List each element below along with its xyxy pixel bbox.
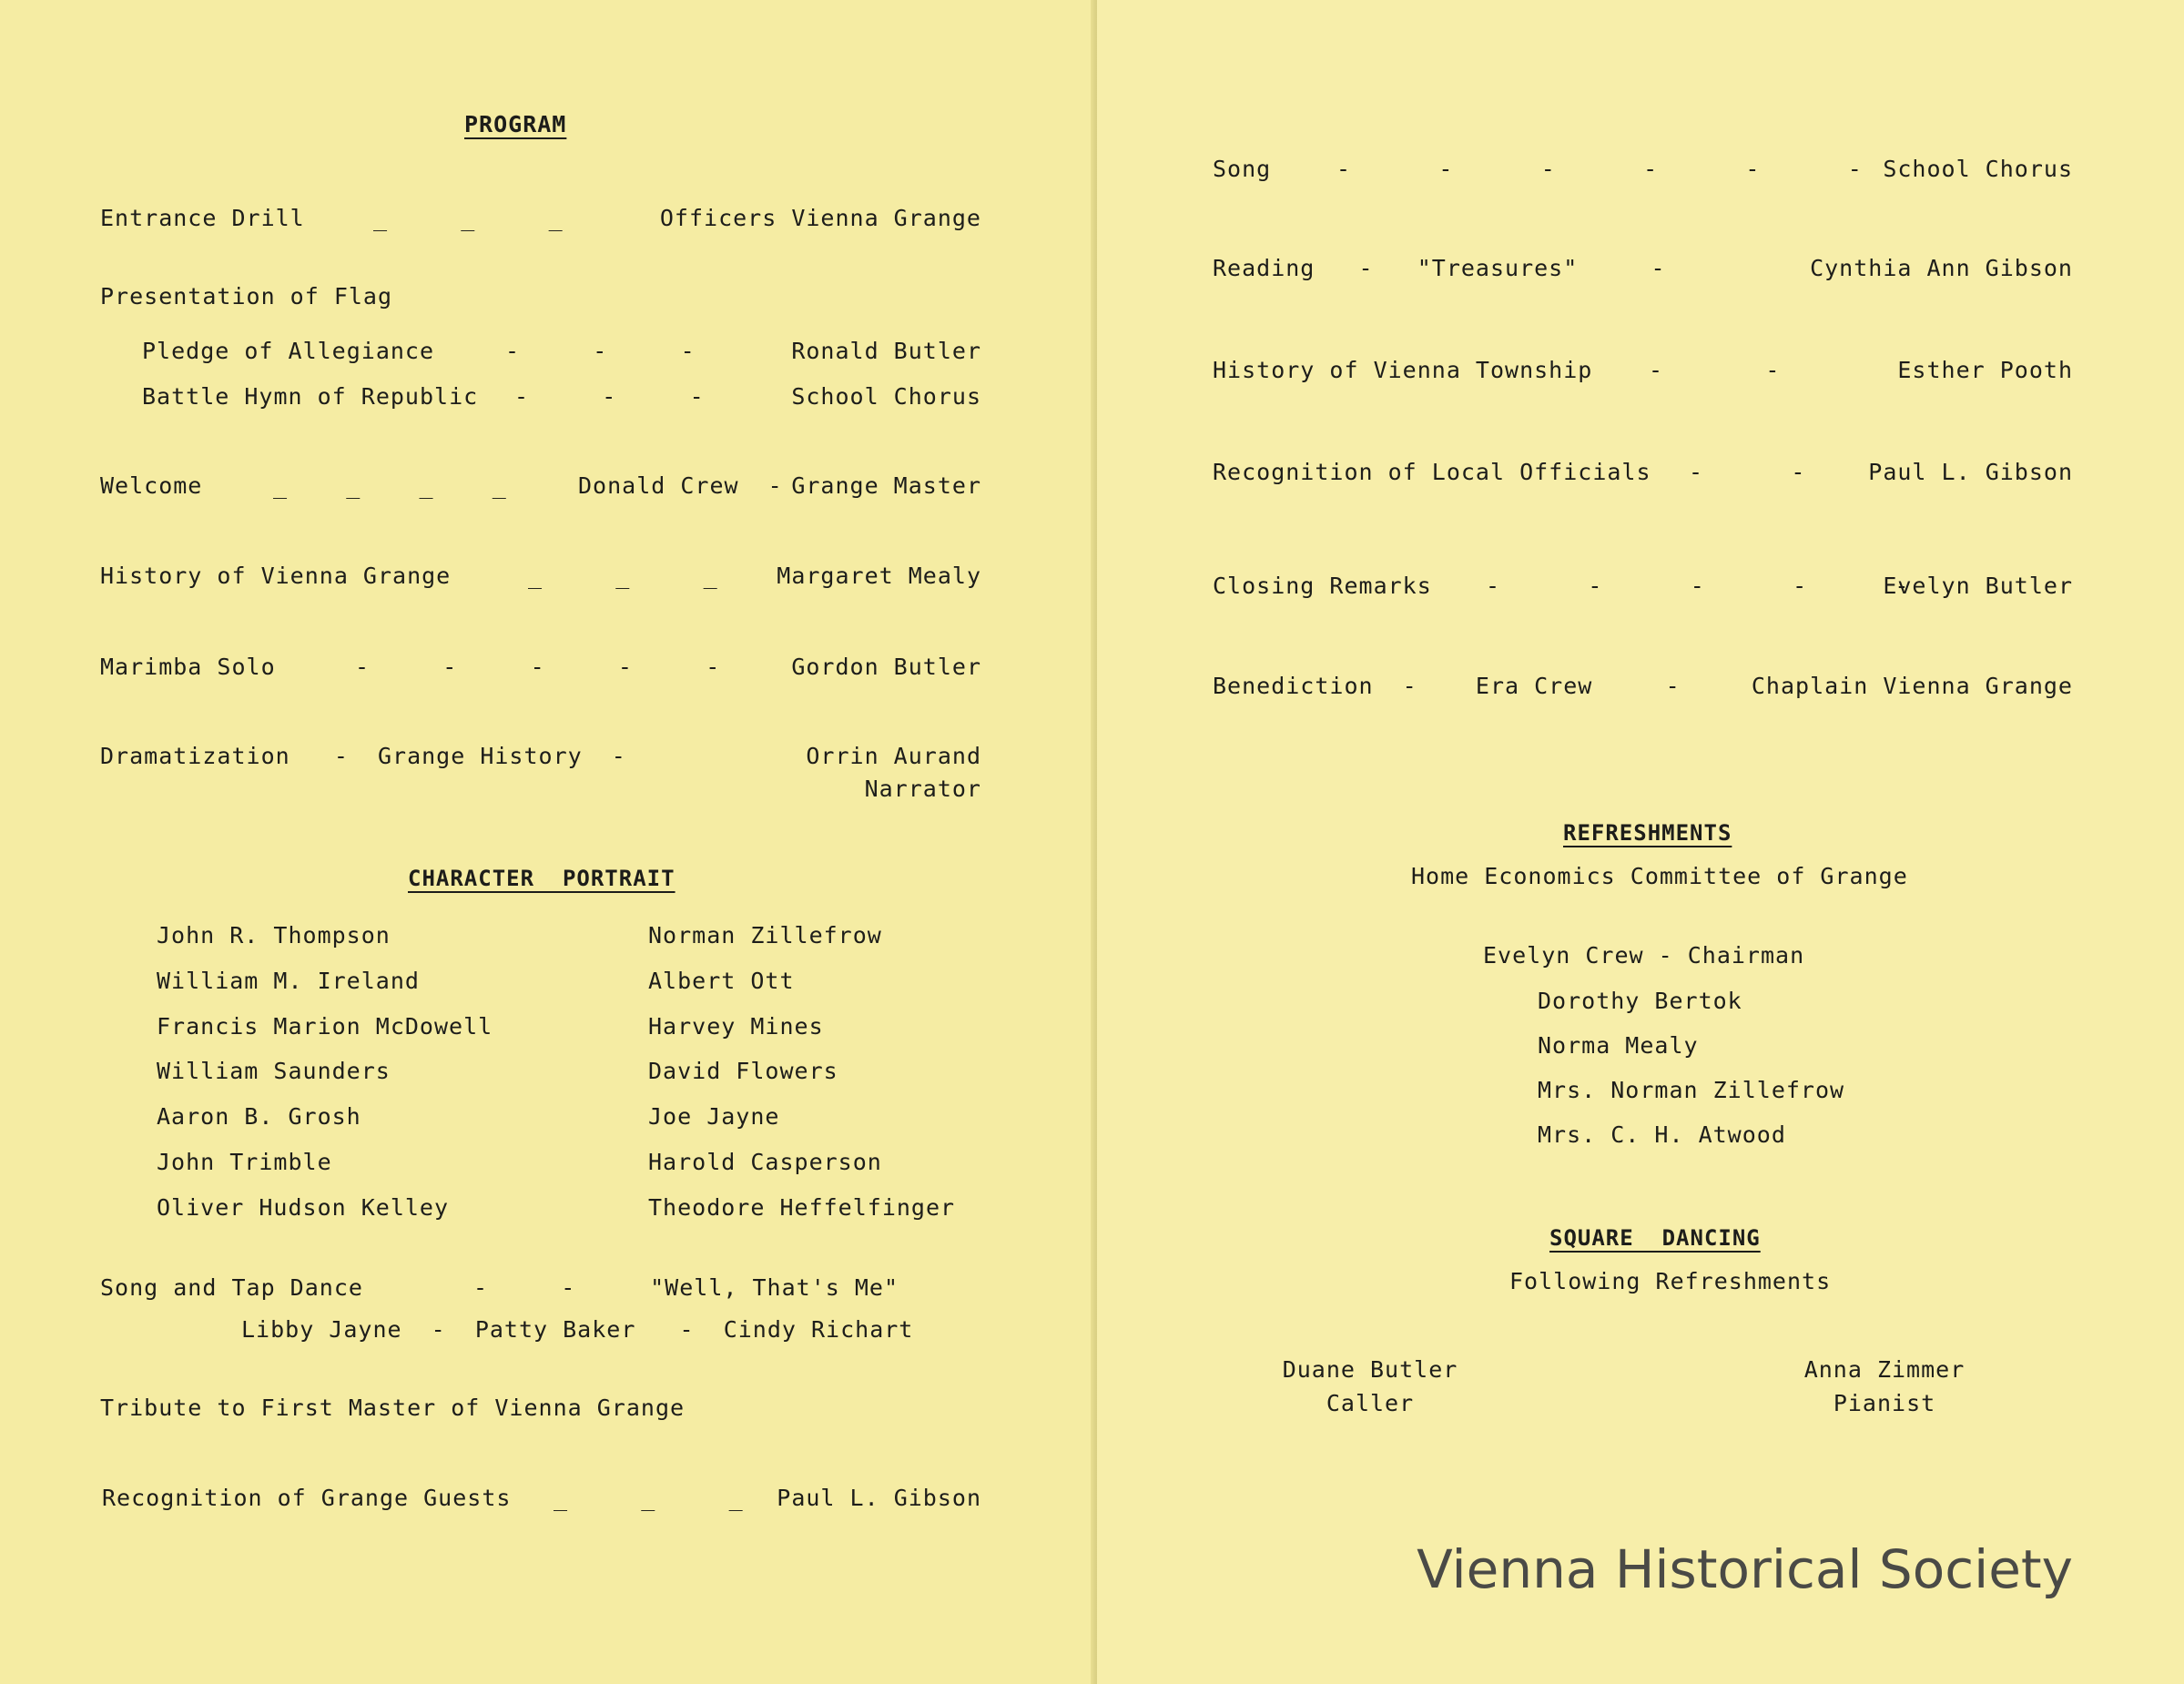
marimba-label: Marimba Solo [100,654,276,680]
pianist-name: Anna Zimmer [1803,1356,1966,1383]
song-right: School Chorus [1883,156,2073,182]
portrait-right-5: Joe Jayne [648,1103,780,1130]
guests-label: Recognition of Grange Guests [102,1485,512,1511]
drama-right1: Orrin Aurand [806,743,981,769]
guests-dashes: _ _ _ [554,1485,744,1511]
portrait-right-6: Harold Casperson [648,1149,882,1175]
marimba-right: Gordon Butler [791,654,981,680]
caller-name: Duane Butler [1282,1356,1458,1383]
watermark-text: Vienna Historical Society [1417,1538,2073,1600]
closing-right: Evelyn Butler [1883,573,2073,599]
hymn-dashes: - - - [514,383,705,410]
drama-right2: Narrator [864,776,981,802]
committee-1: Dorothy Bertok [1538,988,1742,1014]
township-right: Esther Pooth [1897,357,2073,383]
portrait-left-5: Aaron B. Grosh [157,1103,361,1130]
tribute: Tribute to First Master of Vienna Grange [100,1395,686,1421]
reading-label: Reading - "Treasures" - [1213,255,1666,281]
portrait-left-1: John R. Thompson [157,922,391,949]
song-tap-label: Song and Tap Dance [100,1274,363,1301]
square-dancing-sub: Following Refreshments [1509,1268,1832,1294]
portrait-right-3: Harvey Mines [648,1013,824,1040]
pianist-role: Pianist [1833,1390,1936,1416]
welcome-label: Welcome [100,472,203,499]
welcome-dashes: _ _ _ _ [273,472,507,499]
welcome-right: Grange Master [791,472,981,499]
closing-dashes: - - - - - [1486,573,1910,599]
square-dancing-heading: SQUARE DANCING [1549,1225,1761,1251]
program-heading: PROGRAM [464,111,567,137]
portrait-left-3: Francis Marion McDowell [157,1013,493,1040]
guests-right: Paul L. Gibson [777,1485,981,1511]
marimba-dashes: - - - - - [355,654,721,680]
officials-label: Recognition of Local Officials [1213,459,1651,485]
welcome-mid: Donald Crew - [578,472,783,499]
township-label: History of Vienna Township [1213,357,1593,383]
history-right: Margaret Mealy [777,563,981,589]
caller-role: Caller [1326,1390,1415,1416]
portrait-right-2: Albert Ott [648,968,795,994]
portrait-right-1: Norman Zillefrow [648,922,882,949]
committee-2: Norma Mealy [1538,1032,1699,1059]
benediction-label: Benediction - Era Crew - [1213,673,1681,699]
entrance-label: Entrance Drill [100,205,305,231]
pledge-dashes: - - - [505,338,696,364]
song-label: Song [1213,156,1272,182]
drama-label: Dramatization - Grange History - [100,743,626,769]
song-tap-dashes: - - [473,1274,576,1301]
pledge-right: Ronald Butler [791,338,981,364]
portrait-left-6: John Trimble [157,1149,332,1175]
history-label: History of Vienna Grange [100,563,452,589]
chairman: Evelyn Crew - Chairman [1483,942,1805,969]
benediction-right: Chaplain Vienna Grange [1751,673,2073,699]
portrait-left-7: Oliver Hudson Kelley [157,1194,450,1221]
song-dashes: - - - - - - [1336,156,1863,182]
refreshments-sub: Home Economics Committee of Grange [1411,863,1908,889]
history-dashes: _ _ _ [528,563,718,589]
portrait-left-2: William M. Ireland [157,968,420,994]
entrance-right: Officers Vienna Grange [659,205,981,231]
pledge-label: Pledge of Allegiance [142,338,435,364]
portrait-right-7: Theodore Heffelfinger [648,1194,956,1221]
right-page [1097,0,2184,1684]
closing-label: Closing Remarks [1213,573,1432,599]
hymn-right: School Chorus [791,383,981,410]
portrait-right-4: David Flowers [648,1058,838,1084]
committee-3: Mrs. Norman Zillefrow [1538,1077,1845,1103]
committee-4: Mrs. C. H. Atwood [1538,1121,1786,1148]
entrance-dashes: _ _ _ [373,205,564,231]
officials-dashes: - - [1689,459,1806,485]
officials-right: Paul L. Gibson [1868,459,2073,485]
township-dashes: - - [1649,357,1781,383]
reading-right: Cynthia Ann Gibson [1810,255,2073,281]
portrait-heading: CHARACTER PORTRAIT [408,866,676,891]
tap-names: Libby Jayne - Patty Baker - Cindy Richart [241,1316,914,1343]
song-tap-right: "Well, That's Me" [650,1274,899,1301]
hymn-label: Battle Hymn of Republic [142,383,479,410]
flag-label: Presentation of Flag [100,283,393,309]
portrait-left-4: William Saunders [157,1058,391,1084]
refreshments-heading: REFRESHMENTS [1563,820,1732,846]
